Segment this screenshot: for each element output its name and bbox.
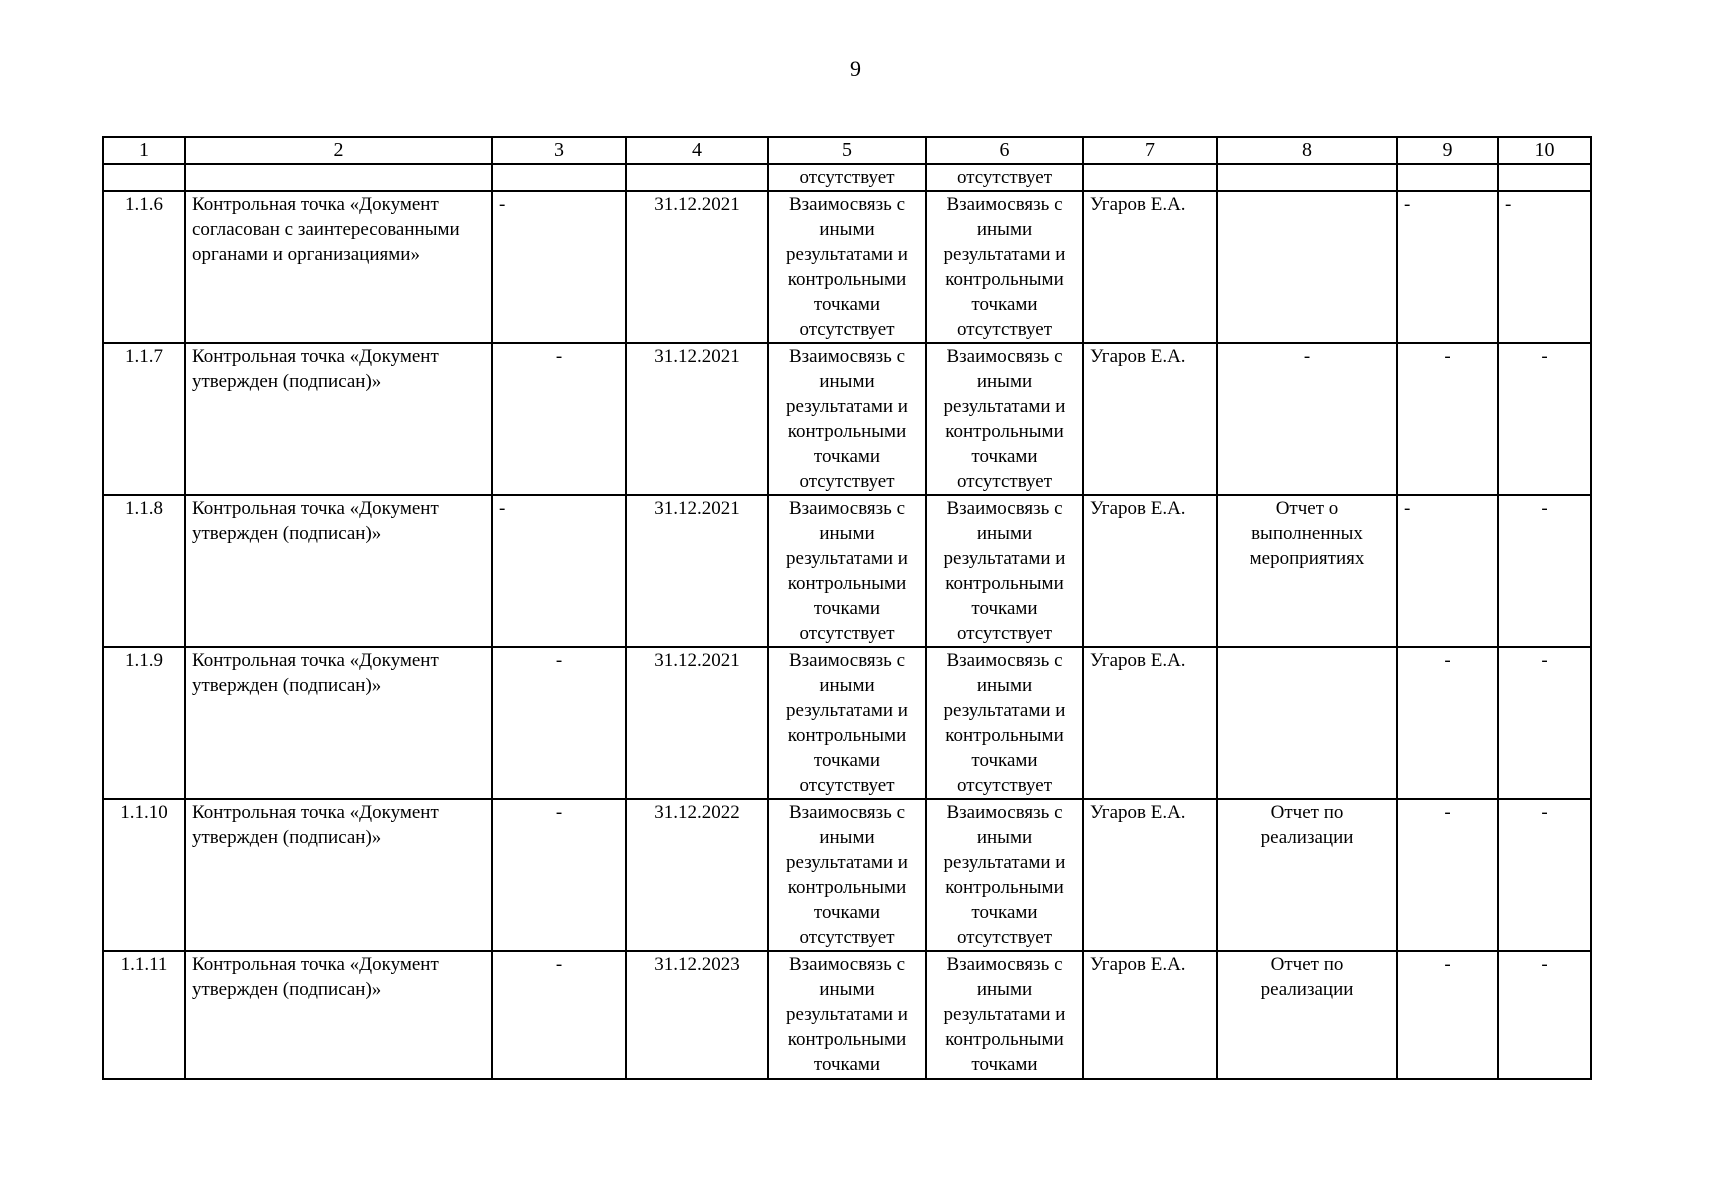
row-col6: Взаимосвязь с иными результатами и контрольными точками отсутствует <box>926 191 1083 343</box>
row-name: Контрольная точка «Документ утвержден (подписан)» <box>185 495 492 647</box>
row-col8: - <box>1217 343 1397 495</box>
table-row <box>103 495 1591 647</box>
row-col5: Взаимосвязь с иными результатами и контрольными точками отсутствует <box>768 191 926 343</box>
row-responsible: Угаров Е.А. <box>1083 343 1217 495</box>
row-number: 1.1.9 <box>103 647 185 799</box>
row-col3: - <box>492 191 626 343</box>
row-responsible: Угаров Е.А. <box>1083 191 1217 343</box>
row-col10: - <box>1498 951 1591 1079</box>
header-col-8: 8 <box>1217 137 1397 164</box>
header-col-5: 5 <box>768 137 926 164</box>
row-col8: Отчет по реализации <box>1217 799 1397 951</box>
row-col10: - <box>1498 495 1591 647</box>
row-col10: - <box>1498 647 1591 799</box>
row-col5: Взаимосвязь с иными результатами и контрольными точками отсутствует <box>768 343 926 495</box>
table-cell <box>185 164 492 191</box>
row-responsible: Угаров Е.А. <box>1083 647 1217 799</box>
header-col-1: 1 <box>103 137 185 164</box>
row-name: Контрольная точка «Документ согласован с заинтересованными органами и организациями» <box>185 191 492 343</box>
row-date: 31.12.2021 <box>626 191 768 343</box>
row-col6: Взаимосвязь с иными результатами и контрольными точками отсутствует <box>926 647 1083 799</box>
table-cell <box>1397 164 1498 191</box>
row-col6: Взаимосвязь с иными результатами и контрольными точками отсутствует <box>926 495 1083 647</box>
row-date: 31.12.2021 <box>626 647 768 799</box>
table-row <box>103 799 1591 951</box>
table-row <box>103 647 1591 799</box>
row-col10: - <box>1498 191 1591 343</box>
row-col10: - <box>1498 799 1591 951</box>
table-row <box>103 343 1591 495</box>
row-date: 31.12.2021 <box>626 495 768 647</box>
row-col9: - <box>1397 799 1498 951</box>
continuation-row <box>103 164 1591 191</box>
header-col-2: 2 <box>185 137 492 164</box>
row-col5: Взаимосвязь с иными результатами и контрольными точками отсутствует <box>768 495 926 647</box>
row-col5: Взаимосвязь с иными результатами и контрольными точками отсутствует <box>768 799 926 951</box>
row-date: 31.12.2021 <box>626 343 768 495</box>
row-col9: - <box>1397 495 1498 647</box>
row-col3: - <box>492 495 626 647</box>
row-name: Контрольная точка «Документ утвержден (подписан)» <box>185 343 492 495</box>
row-name: Контрольная точка «Документ утвержден (подписан)» <box>185 799 492 951</box>
row-col3: - <box>492 951 626 1079</box>
row-col3: - <box>492 647 626 799</box>
row-number: 1.1.11 <box>103 951 185 1079</box>
header-col-10: 10 <box>1498 137 1591 164</box>
header-col-6: 6 <box>926 137 1083 164</box>
row-date: 31.12.2022 <box>626 799 768 951</box>
table-cell <box>1083 164 1217 191</box>
header-row <box>103 137 1591 164</box>
table-cell <box>492 164 626 191</box>
row-col9: - <box>1397 343 1498 495</box>
table-row <box>103 191 1591 343</box>
table-cell: отсутствует <box>768 164 926 191</box>
row-col6: Взаимосвязь с иными результатами и контрольными точками <box>926 951 1083 1079</box>
row-responsible: Угаров Е.А. <box>1083 495 1217 647</box>
row-number: 1.1.10 <box>103 799 185 951</box>
table-cell <box>103 164 185 191</box>
row-col6: Взаимосвязь с иными результатами и контрольными точками отсутствует <box>926 799 1083 951</box>
header-col-4: 4 <box>626 137 768 164</box>
header-col-7: 7 <box>1083 137 1217 164</box>
row-name: Контрольная точка «Документ утвержден (подписан)» <box>185 951 492 1079</box>
table-cell <box>1498 164 1591 191</box>
row-col6: Взаимосвязь с иными результатами и контрольными точками отсутствует <box>926 343 1083 495</box>
row-responsible: Угаров Е.А. <box>1083 799 1217 951</box>
row-col9: - <box>1397 191 1498 343</box>
row-col3: - <box>492 343 626 495</box>
row-responsible: Угаров Е.А. <box>1083 951 1217 1079</box>
row-col8: Отчет по реализации <box>1217 951 1397 1079</box>
table-cell <box>626 164 768 191</box>
plan-table <box>102 136 1592 1080</box>
row-col8 <box>1217 647 1397 799</box>
table-cell: отсутствует <box>926 164 1083 191</box>
header-col-3: 3 <box>492 137 626 164</box>
page-number: 9 <box>850 56 861 81</box>
header-col-9: 9 <box>1397 137 1498 164</box>
row-col8: Отчет о выполненных мероприятиях <box>1217 495 1397 647</box>
row-col10: - <box>1498 343 1591 495</box>
row-col9: - <box>1397 647 1498 799</box>
row-number: 1.1.6 <box>103 191 185 343</box>
row-col3: - <box>492 799 626 951</box>
table-cell <box>1217 164 1397 191</box>
row-date: 31.12.2023 <box>626 951 768 1079</box>
row-col9: - <box>1397 951 1498 1079</box>
row-col5: Взаимосвязь с иными результатами и контрольными точками <box>768 951 926 1079</box>
row-number: 1.1.8 <box>103 495 185 647</box>
row-name: Контрольная точка «Документ утвержден (подписан)» <box>185 647 492 799</box>
row-number: 1.1.7 <box>103 343 185 495</box>
row-col5: Взаимосвязь с иными результатами и контрольными точками отсутствует <box>768 647 926 799</box>
row-col8 <box>1217 191 1397 343</box>
table-row <box>103 951 1591 1079</box>
